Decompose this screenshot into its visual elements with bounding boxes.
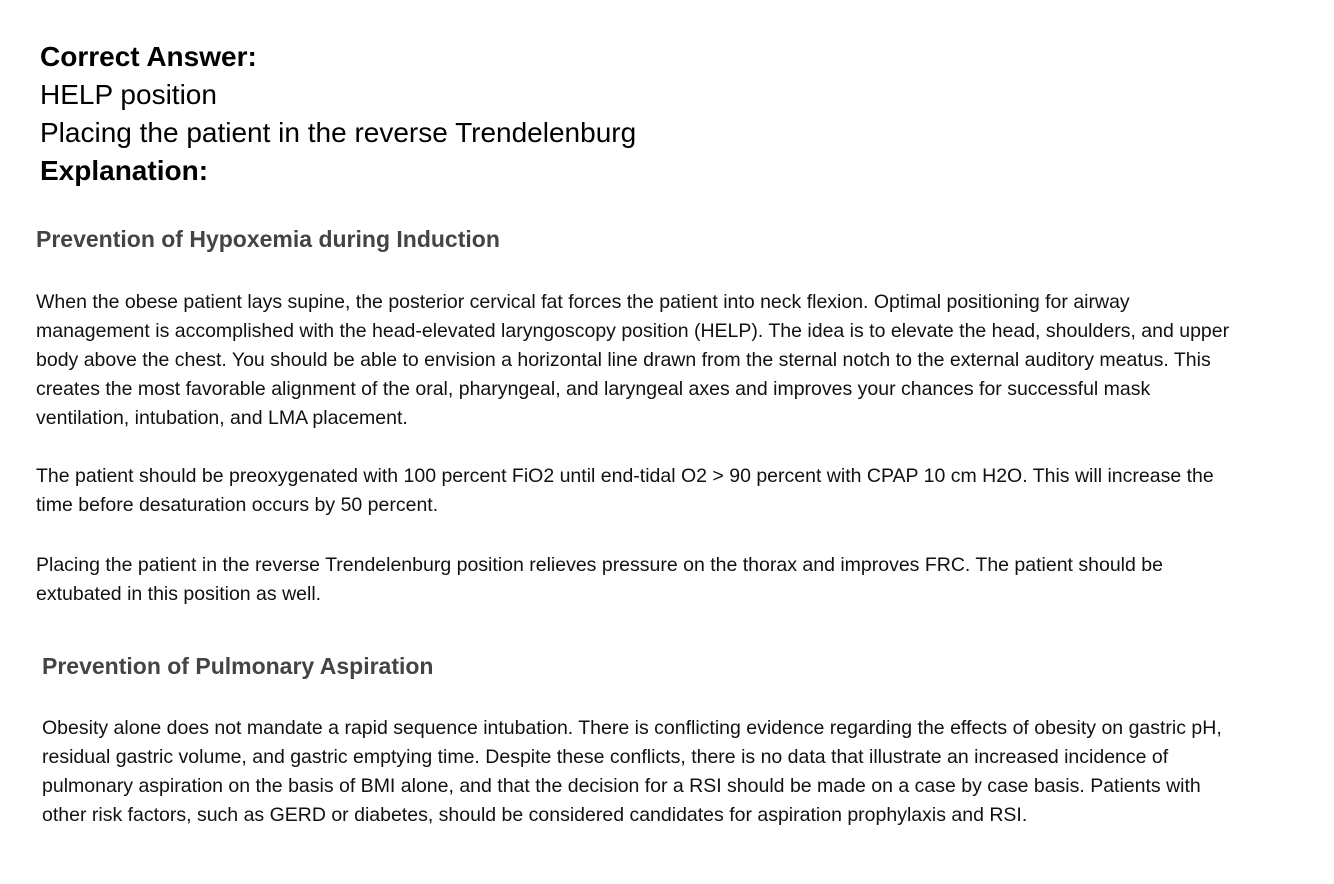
answer-line-2: Placing the patient in the reverse Trendelenburg	[40, 117, 637, 148]
paragraph-positioning	[36, 288, 1229, 433]
paragraph-line: pulmonary aspiration on the basis of BMI alone, and that the decision for a RSI should be made on a case by case basis. Patients with	[42, 775, 1201, 797]
answer-block	[40, 38, 636, 190]
paragraph-line: time before desaturation occurs by 50 percent.	[36, 494, 439, 516]
section-hypoxemia	[36, 224, 500, 254]
correct-answer-label: Correct Answer:	[40, 41, 257, 72]
section-heading: Prevention of Pulmonary Aspiration	[42, 653, 434, 679]
section-aspiration	[42, 651, 433, 681]
paragraph-line: creates the most favorable alignment of the oral, pharyngeal, and laryngeal axes and improves your chances for successful mask	[36, 378, 1151, 400]
explanation-label: Explanation:	[40, 155, 209, 186]
paragraph-line: Obesity alone does not mandate a rapid sequence intubation. There is conflicting evidence regarding the effects of obesity on gastric pH,	[42, 717, 1222, 739]
paragraph-line: The patient should be preoxygenated with 100 percent FiO2 until end-tidal O2 > 90 percent with CPAP 10 cm H2O. This will increase the	[36, 465, 1214, 487]
answer-line-1: HELP position	[40, 79, 217, 110]
paragraph-trendelenburg	[36, 551, 1163, 609]
paragraph-line: ventilation, intubation, and LMA placement.	[36, 407, 408, 429]
paragraph-line: residual gastric volume, and gastric emptying time. Despite these conflicts, there is no data that illustrate an increased incidence of	[42, 746, 1169, 768]
paragraph-line: body above the chest. You should be able to envision a horizontal line drawn from the sternal notch to the external auditory meatus. This	[36, 349, 1211, 371]
paragraph-line: Placing the patient in the reverse Trendelenburg position relieves pressure on the thorax and improves FRC. The patient should be	[36, 554, 1163, 576]
paragraph-preoxygenation	[36, 462, 1214, 520]
paragraph-line: other risk factors, such as GERD or diabetes, should be considered candidates for aspiration prophylaxis and RSI.	[42, 804, 1028, 826]
section-heading: Prevention of Hypoxemia during Induction	[36, 226, 500, 252]
paragraph-rsi	[42, 714, 1222, 830]
paragraph-line: extubated in this position as well.	[36, 583, 322, 605]
paragraph-line: management is accomplished with the head-elevated laryngoscopy position (HELP). The idea is to elevate the head, shoulders, and upper	[36, 320, 1230, 342]
paragraph-line: When the obese patient lays supine, the posterior cervical fat forces the patient into neck flexion. Optimal positioning for airway	[36, 291, 1130, 313]
